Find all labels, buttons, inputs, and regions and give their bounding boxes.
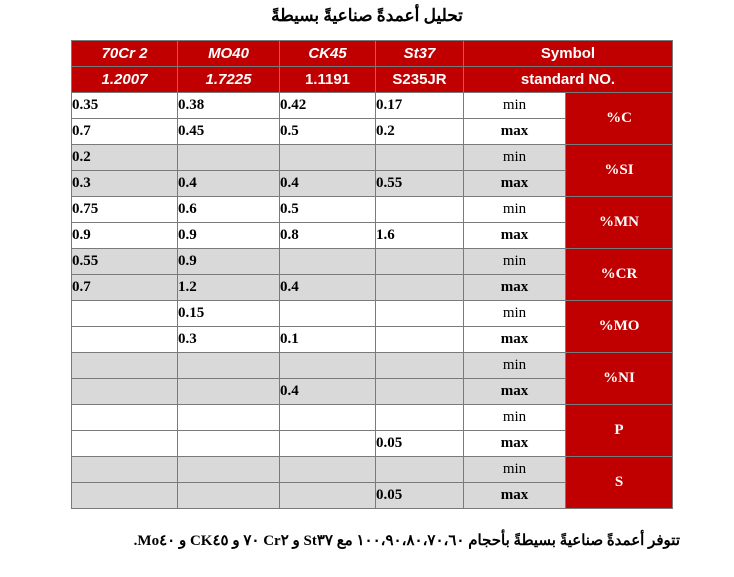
value-cell: [280, 483, 376, 509]
value-cell: [178, 483, 280, 509]
limit-label-max: max: [464, 431, 566, 457]
value-cell: [178, 431, 280, 457]
header-row-standard: [72, 67, 673, 93]
value-cell: 0.15: [178, 301, 280, 327]
limit-label-max: max: [464, 275, 566, 301]
limit-label-max: max: [464, 223, 566, 249]
limit-label-max: max: [464, 171, 566, 197]
header-std-st37: S235JR: [376, 67, 464, 93]
value-cell: [72, 405, 178, 431]
element-row-min: [72, 353, 673, 379]
element-row-min: [72, 145, 673, 171]
value-cell: 0.7: [72, 275, 178, 301]
value-cell: 0.4: [280, 171, 376, 197]
page-title: تحليل أعمدةً صناعيةً بسيطةً: [271, 6, 463, 25]
value-cell: [72, 353, 178, 379]
limit-label-max: max: [464, 379, 566, 405]
value-cell: [280, 457, 376, 483]
value-cell: [72, 431, 178, 457]
availability-note: تتوفر أعمدةً صناعيةً بسيطةً بأحجام ١٠٠،٩٠،٨٠،٧٠،٦٠ مع St٣٧ و Cr٢ ٧٠ و CK٤٥ و Mo٤٠.: [133, 533, 680, 549]
value-cell: 0.42: [280, 93, 376, 119]
value-cell: 0.7: [72, 119, 178, 145]
value-cell: 0.9: [178, 223, 280, 249]
limit-label-min: min: [464, 353, 566, 379]
element-symbol: S: [566, 457, 673, 509]
value-cell: [376, 327, 464, 353]
header-grade-mo40: MO40: [178, 41, 280, 67]
value-cell: 0.4: [178, 171, 280, 197]
value-cell: [376, 353, 464, 379]
limit-label-min: min: [464, 197, 566, 223]
value-cell: 0.55: [376, 171, 464, 197]
value-cell: 0.17: [376, 93, 464, 119]
value-cell: 0.5: [280, 119, 376, 145]
value-cell: 1.6: [376, 223, 464, 249]
value-cell: 0.1: [280, 327, 376, 353]
element-symbol: %MO: [566, 301, 673, 353]
value-cell: [376, 405, 464, 431]
value-cell: [376, 275, 464, 301]
limit-label-min: min: [464, 457, 566, 483]
value-cell: 0.38: [178, 93, 280, 119]
value-cell: [178, 457, 280, 483]
value-cell: [72, 457, 178, 483]
header-grade-st37: St37: [376, 41, 464, 67]
limit-label-max: max: [464, 119, 566, 145]
value-cell: [280, 249, 376, 275]
value-cell: [72, 483, 178, 509]
value-cell: [280, 145, 376, 171]
element-symbol: %SI: [566, 145, 673, 197]
element-row-min: [72, 197, 673, 223]
value-cell: [376, 145, 464, 171]
value-cell: [178, 405, 280, 431]
value-cell: 0.9: [178, 249, 280, 275]
element-row-min: [72, 457, 673, 483]
header-grade-ck45: CK45: [280, 41, 376, 67]
limit-label-max: max: [464, 483, 566, 509]
value-cell: 1.2: [178, 275, 280, 301]
value-cell: [72, 327, 178, 353]
composition-table: [71, 40, 673, 509]
value-cell: [178, 379, 280, 405]
limit-label-min: min: [464, 301, 566, 327]
element-row-min: [72, 93, 673, 119]
header-symbol: Symbol: [464, 41, 673, 67]
header-std-mo40: 1.7225: [178, 67, 280, 93]
value-cell: [280, 431, 376, 457]
value-cell: 0.9: [72, 223, 178, 249]
element-row-min: [72, 249, 673, 275]
value-cell: [280, 301, 376, 327]
value-cell: 0.4: [280, 275, 376, 301]
value-cell: [376, 379, 464, 405]
value-cell: [280, 405, 376, 431]
element-symbol: %C: [566, 93, 673, 145]
value-cell: 0.35: [72, 93, 178, 119]
value-cell: 0.55: [72, 249, 178, 275]
limit-label-max: max: [464, 327, 566, 353]
value-cell: [178, 353, 280, 379]
element-symbol: P: [566, 405, 673, 457]
value-cell: 0.6: [178, 197, 280, 223]
value-cell: 0.5: [280, 197, 376, 223]
header-grade-70cr2: 70Cr 2: [72, 41, 178, 67]
header-std-ck45: 1.1191: [280, 67, 376, 93]
value-cell: 0.75: [72, 197, 178, 223]
element-row-min: [72, 301, 673, 327]
limit-label-min: min: [464, 249, 566, 275]
value-cell: 0.2: [376, 119, 464, 145]
element-row-min: [72, 405, 673, 431]
limit-label-min: min: [464, 145, 566, 171]
header-standard-no: standard NO.: [464, 67, 673, 93]
element-symbol: %MN: [566, 197, 673, 249]
value-cell: [376, 197, 464, 223]
value-cell: 0.2: [72, 145, 178, 171]
element-symbol: %NI: [566, 353, 673, 405]
value-cell: [72, 379, 178, 405]
limit-label-min: min: [464, 405, 566, 431]
limit-label-min: min: [464, 93, 566, 119]
value-cell: [280, 353, 376, 379]
value-cell: 0.8: [280, 223, 376, 249]
value-cell: 0.4: [280, 379, 376, 405]
value-cell: 0.05: [376, 483, 464, 509]
value-cell: 0.05: [376, 431, 464, 457]
value-cell: [376, 249, 464, 275]
value-cell: [376, 301, 464, 327]
element-symbol: %CR: [566, 249, 673, 301]
header-row-grade: [72, 41, 673, 67]
header-std-70cr2: 1.2007: [72, 67, 178, 93]
value-cell: [72, 301, 178, 327]
value-cell: [376, 457, 464, 483]
value-cell: 0.3: [72, 171, 178, 197]
value-cell: 0.45: [178, 119, 280, 145]
value-cell: [178, 145, 280, 171]
value-cell: 0.3: [178, 327, 280, 353]
